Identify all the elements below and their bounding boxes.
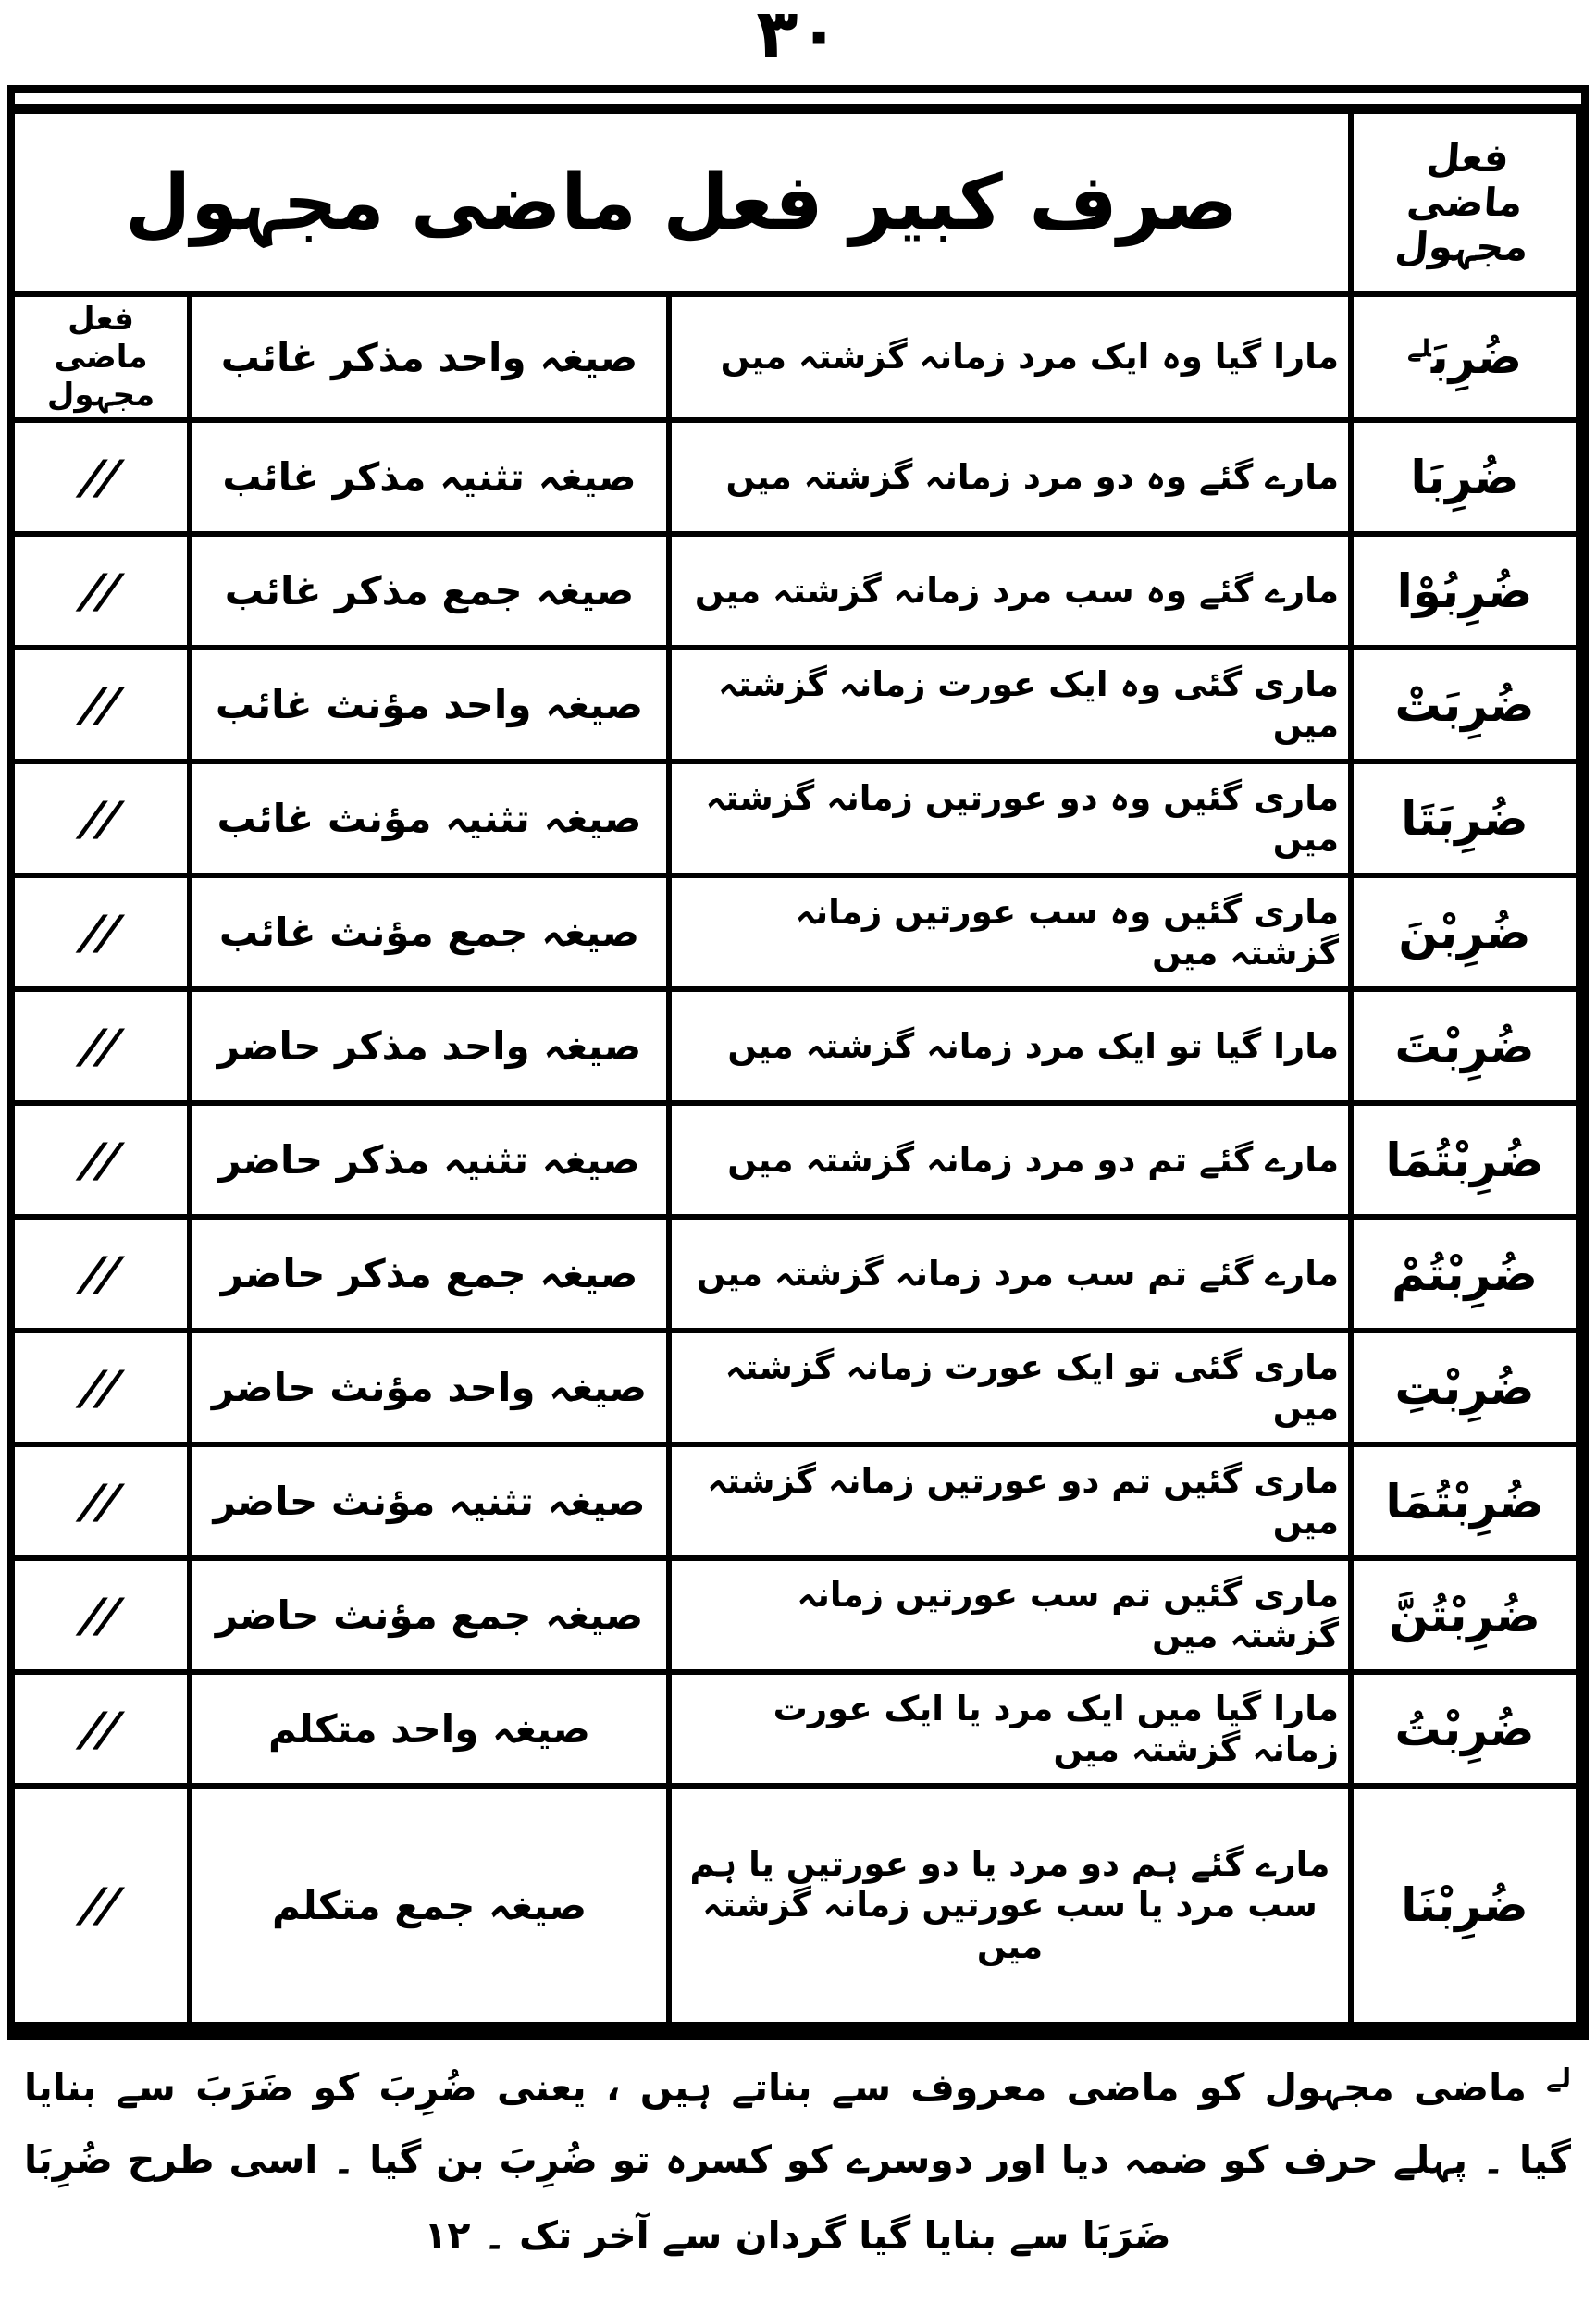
- ditto-mark: //: [78, 564, 124, 618]
- row-label-cell: [12, 762, 190, 875]
- row-label-cell: [12, 1217, 190, 1331]
- sigha-cell: صیغہ تثنیہ مؤنث غائب: [190, 762, 669, 875]
- footnote-line-2: گیا ۔ پہلے حرف کو ضمہ دیا اور دوسرے کو کسرہ تو ضُرِبَ بن گیا ۔ اسی طرح ضُرِبَا: [24, 2137, 1571, 2182]
- verb-cell: ضُرِبُوْا: [1351, 534, 1578, 648]
- ditto-mark: //: [78, 905, 124, 960]
- sigha-cell: صیغہ واحد مذکر حاضر: [190, 989, 669, 1103]
- row-label-cell: [12, 420, 190, 534]
- conjugation-table-wrap: [7, 85, 1589, 2040]
- sigha-cell: صیغہ تثنیہ مؤنث حاضر: [190, 1444, 669, 1558]
- ditto-mark: //: [78, 1474, 124, 1529]
- row-label-cell: [12, 1331, 190, 1444]
- table-row: [12, 1444, 1578, 1558]
- translation-cell: ماری گئیں تم دو عورتیں زمانہ گزشتہ میں: [669, 1444, 1351, 1558]
- table-row: [12, 648, 1578, 762]
- verb-cell: ضُرِبْتُمَا: [1351, 1103, 1578, 1217]
- verb-cell: ضُرِبْتُنَّ: [1351, 1558, 1578, 1672]
- translation-cell: ماری گئیں تم سب عورتیں زمانہ گزشتہ میں: [669, 1558, 1351, 1672]
- sigha-cell: صیغہ جمع متکلم: [190, 1786, 669, 2025]
- translation-cell: ماری گئیں وہ دو عورتیں زمانہ گزشتہ میں: [669, 762, 1351, 875]
- ditto-mark: //: [78, 1246, 124, 1301]
- verb-cell: ضُرِبْتُمْ: [1351, 1217, 1578, 1331]
- verb-cell: ضُرِبْتُ: [1351, 1672, 1578, 1786]
- sigha-cell: صیغہ واحد مؤنث حاضر: [190, 1331, 669, 1444]
- double-rule: [15, 93, 1581, 108]
- row-label-cell: [12, 875, 190, 989]
- footnote-marker: لے: [1406, 335, 1431, 364]
- verb-cell: ضُرِبَتْ: [1351, 648, 1578, 762]
- row-label-cell: فعل ماضی مجہول: [12, 294, 190, 420]
- verb-text: ضُرِبَ: [1430, 330, 1523, 385]
- translation-cell: مارے گئے وہ دو مرد زمانہ گزشتہ میں: [669, 420, 1351, 534]
- sigha-cell: صیغہ واحد مؤنث غائب: [190, 648, 669, 762]
- verb-cell: ضُرِبَا: [1351, 420, 1578, 534]
- translation-cell: مارا گیا وہ ایک مرد زمانہ گزشتہ میں: [669, 294, 1351, 420]
- row-label-cell: [12, 1558, 190, 1672]
- sigha-cell: صیغہ واحد متکلم: [190, 1672, 669, 1786]
- table-row: [12, 1672, 1578, 1786]
- table-row: [12, 1217, 1578, 1331]
- ditto-mark: //: [78, 1702, 124, 1756]
- ditto-mark: //: [78, 1588, 124, 1642]
- table-row: [12, 1103, 1578, 1217]
- verb-cell: ضُرِبْنَا: [1351, 1786, 1578, 2025]
- verb-cell: ضُرِبْتِ: [1351, 1331, 1578, 1444]
- table-row: [12, 875, 1578, 989]
- translation-cell: ماری گئی تو ایک عورت زمانہ گزشتہ میں: [669, 1331, 1351, 1444]
- table-row: [12, 534, 1578, 648]
- page-number: ۳۰: [756, 0, 840, 74]
- sigha-cell: صیغہ جمع مذکر غائب: [190, 534, 669, 648]
- sigha-cell: صیغہ تثنیہ مذکر حاضر: [190, 1103, 669, 1217]
- verb-cell: ضُرِبَتَا: [1351, 762, 1578, 875]
- ditto-mark: //: [78, 1133, 124, 1187]
- sigha-cell: صیغہ واحد مذکر غائب: [190, 294, 669, 420]
- sigha-cell: صیغہ تثنیہ مذکر غائب: [190, 420, 669, 534]
- table-row: [12, 989, 1578, 1103]
- table-row: [12, 1786, 1578, 2025]
- row-label-cell: [12, 1444, 190, 1558]
- ditto-mark: //: [78, 1878, 124, 1933]
- table-row: [12, 294, 1578, 420]
- table-row: [12, 762, 1578, 875]
- translation-cell: ماری گئیں وہ سب عورتیں زمانہ گزشتہ میں: [669, 875, 1351, 989]
- table-row: [12, 420, 1578, 534]
- ditto-mark: //: [78, 1360, 124, 1415]
- row-label-cell: [12, 1103, 190, 1217]
- table-title: صرف کبیر فعل ماضی مجہول: [12, 111, 1351, 294]
- verb-cell: [1351, 294, 1578, 420]
- translation-cell: ماری گئی وہ ایک عورت زمانہ گزشتہ میں: [669, 648, 1351, 762]
- table-row: [12, 1558, 1578, 1672]
- sigha-cell: صیغہ جمع مؤنث غائب: [190, 875, 669, 989]
- row-label-cell: [12, 989, 190, 1103]
- verb-cell: ضُرِبْتُمَا: [1351, 1444, 1578, 1558]
- row-label-cell: [12, 534, 190, 648]
- translation-cell: مارے گئے تم دو مرد زمانہ گزشتہ میں: [669, 1103, 1351, 1217]
- sigha-cell: صیغہ جمع مؤنث حاضر: [190, 1558, 669, 1672]
- sigha-cell: صیغہ جمع مذکر حاضر: [190, 1217, 669, 1331]
- row-label-cell: [12, 1786, 190, 2025]
- ditto-mark: //: [78, 791, 124, 846]
- table-header-row: [12, 111, 1578, 294]
- translation-cell: مارے گئے وہ سب مرد زمانہ گزشتہ میں: [669, 534, 1351, 648]
- translation-cell: مارا گیا میں ایک مرد یا ایک عورت زمانہ گزشتہ میں: [669, 1672, 1351, 1786]
- verb-column-header: فعل ماضی مجہول: [1344, 111, 1585, 294]
- footnote-text: ماضی مجہول کو ماضی معروف سے بناتے ہیں ، یعنی ضُرِبَ کو ضَرَبَ سے بنایا: [24, 2065, 1527, 2110]
- verb-cell: ضُرِبْنَ: [1351, 875, 1578, 989]
- translation-cell: مارا گیا تو ایک مرد زمانہ گزشتہ میں: [669, 989, 1351, 1103]
- conjugation-table: [9, 108, 1581, 2027]
- footnote-marker: لے: [1546, 2062, 1571, 2094]
- ditto-mark: //: [78, 1019, 124, 1073]
- verb-cell: ضُرِبْتَ: [1351, 989, 1578, 1103]
- footnote: [24, 2052, 1571, 2273]
- row-label-cell: [12, 648, 190, 762]
- table-row: [12, 1331, 1578, 1444]
- row-label-cell: [12, 1672, 190, 1786]
- translation-cell: مارے گئے تم سب مرد زمانہ گزشتہ میں: [669, 1217, 1351, 1331]
- footnote-line-3: ضَرَبَا سے بنایا گیا گردان سے آخر تک ۔ ۱۲: [424, 2212, 1171, 2258]
- ditto-mark: //: [78, 450, 124, 504]
- footnote-line-1: [24, 2052, 1571, 2124]
- ditto-mark: //: [78, 677, 124, 732]
- translation-cell: مارے گئے ہم دو مرد یا دو عورتیں یا ہم سب مرد یا سب عورتیں زمانہ گزشتہ میں: [669, 1786, 1351, 2025]
